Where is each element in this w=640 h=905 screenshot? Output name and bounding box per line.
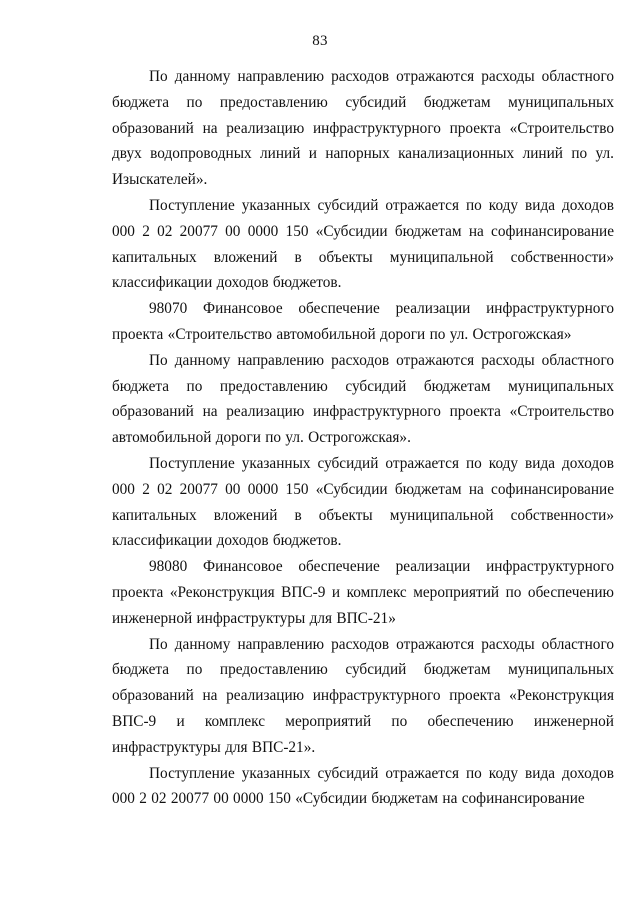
paragraph: Поступление указанных субсидий отражается по коду вида доходов 000 2 02 20077 00 0000 150 «Субсидии бюджетам на софинансирование <box>112 764 614 808</box>
document-body <box>112 64 614 812</box>
paragraph: Поступление указанных субсидий отражается по коду вида доходов 000 2 02 20077 00 0000 150 «Субсидии бюджетам на софинансирование капитальных вложений в объекты муниципальной собственности» классификации доходов бюджетов. <box>112 454 614 550</box>
section-heading-98070: 98070 Финансовое обеспечение реализации инфраструктурного проекта «Строительство автомобильной дороги по ул. Острогожская» <box>112 300 614 343</box>
paragraph: Поступление указанных субсидий отражается по коду вида доходов 000 2 02 20077 00 0000 150 «Субсидии бюджетам на софинансирование капитальных вложений в объекты муниципальной собственности» классификации доходов бюджетов. <box>112 196 614 292</box>
page-number: 83 <box>312 33 328 49</box>
section-heading-98080: 98080 Финансовое обеспечение реализации инфраструктурного проекта «Реконструкция ВПС-9 и комплекс мероприятий по обеспечению инженерной инфраструктуры для ВПС-21» <box>112 558 614 627</box>
paragraph: По данному направлению расходов отражаются расходы областного бюджета по предоставлению субсидий бюджетам муниципальных образований на реализацию инфраструктурного проекта «Реконструкция ВПС-9 и комплекс мероприятий по обеспечению инженерной инфраструктуры для ВПС-21». <box>112 635 614 756</box>
paragraph: По данному направлению расходов отражаются расходы областного бюджета по предоставлению субсидий бюджетам муниципальных образований на реализацию инфраструктурного проекта «Строительство автомобильной дороги по ул. Острогожская». <box>112 351 614 447</box>
paragraph: По данному направлению расходов отражаются расходы областного бюджета по предоставлению субсидий бюджетам муниципальных образований на реализацию инфраструктурного проекта «Строительство двух водопроводных линий и напорных канализационных линий по ул. Изыскателей». <box>112 68 614 189</box>
